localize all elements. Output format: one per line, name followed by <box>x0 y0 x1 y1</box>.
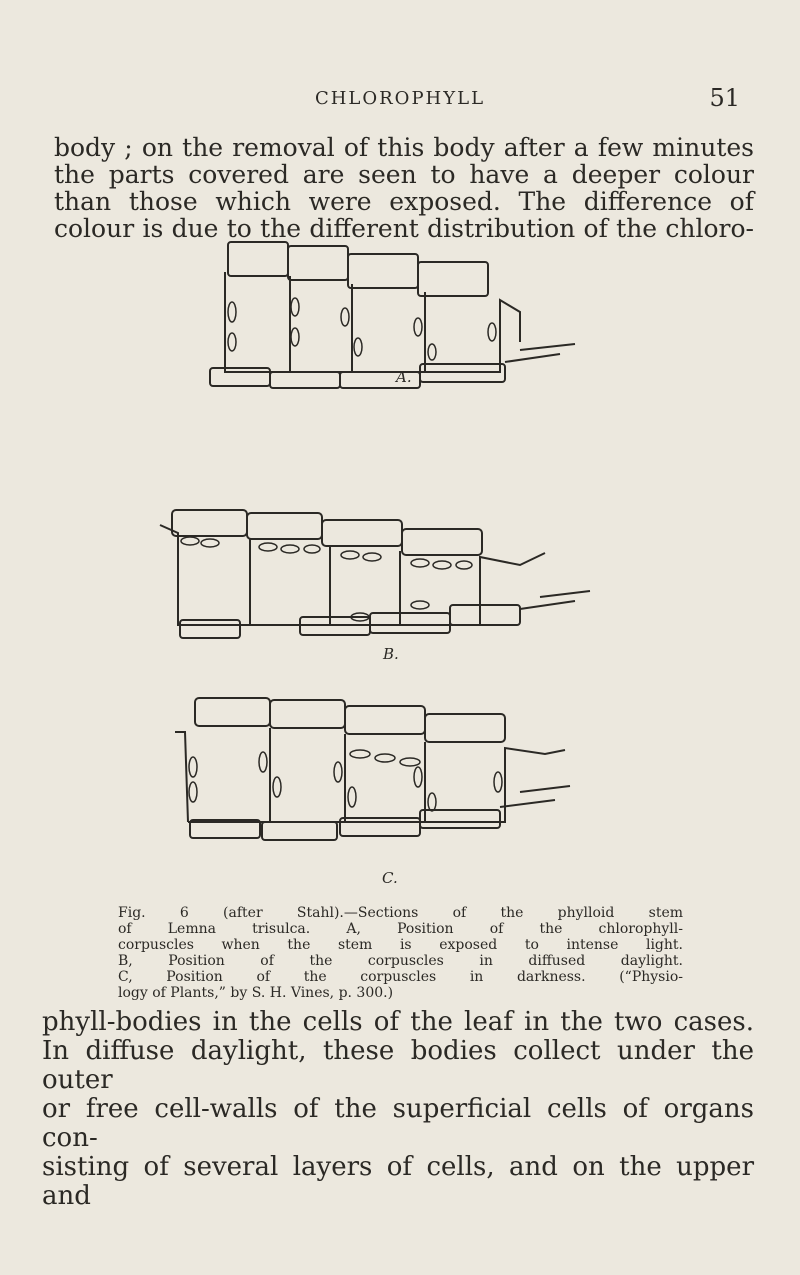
cell-section-drawing-b <box>0 505 800 645</box>
text-line: than those which were exposed. The difference of <box>54 187 754 216</box>
caption-line: of Lemna trisulca. A, Position of the chlorophyll- <box>118 921 683 937</box>
page-header <box>0 84 800 114</box>
caption-line: C, Position of the corpuscles in darkness. (“Physio- <box>118 969 683 985</box>
text-line: phyll-bodies in the cells of the leaf in the two cases. <box>42 1007 754 1037</box>
text-line: or free cell-walls of the superficial cells of organs con- <box>42 1094 754 1153</box>
cell-section-drawing-c <box>0 692 800 862</box>
text-line: sisting of several layers of cells, and on the upper and <box>42 1152 754 1211</box>
figure-panel-b <box>0 505 800 670</box>
figure-panel-a <box>0 232 800 392</box>
text-line: colour is due to the different distribution of the chloro- <box>54 214 754 243</box>
text-line: the parts covered are seen to have a deeper colour <box>54 160 754 189</box>
panel-label-b: B. <box>383 645 399 663</box>
panel-label-c: C. <box>382 869 398 887</box>
body-paragraph-bottom <box>42 1008 754 1211</box>
caption-line: Fig. 6 (after Stahl).—Sections of the phylloid stem <box>118 905 683 921</box>
caption-line: corpuscles when the stem is exposed to intense light. <box>118 937 683 953</box>
text-line: body ; on the removal of this body after a few minutes <box>54 133 754 162</box>
body-paragraph-top <box>54 134 754 242</box>
caption-line: B, Position of the corpuscles in diffused daylight. <box>118 953 683 969</box>
caption-line: logy of Plants,” by S. H. Vines, p. 300.) <box>118 985 394 1001</box>
running-head: CHLOROPHYLL <box>314 88 486 109</box>
text-line: In diffuse daylight, these bodies collect under the outer <box>42 1036 754 1095</box>
figure-panel-c <box>0 692 800 892</box>
panel-label-a: A. <box>396 368 412 386</box>
page-number: 51 <box>709 84 740 112</box>
figure-caption <box>118 905 683 1001</box>
